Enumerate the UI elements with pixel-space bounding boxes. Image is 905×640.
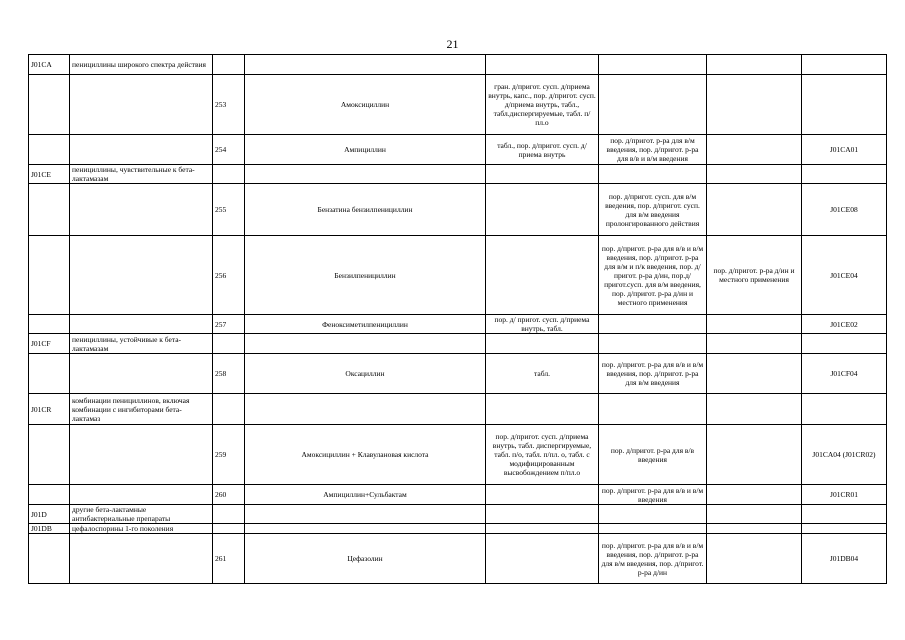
group-name-cell [70, 425, 213, 485]
group-name-cell: другие бета-лактамные антибактериальные препараты [70, 505, 213, 524]
group-row [29, 505, 887, 524]
atc-code-cell [802, 505, 887, 524]
atc-code-cell: J01CE04 [802, 236, 887, 315]
table-body [29, 55, 887, 584]
group-name-cell [70, 135, 213, 165]
item-number-cell [213, 524, 245, 534]
atc-group-code-cell [29, 354, 70, 394]
dosage-form-oral-cell [486, 236, 599, 315]
dosage-form-other-cell [707, 425, 802, 485]
group-name-cell [70, 315, 213, 334]
atc-group-code-cell: J01CR [29, 394, 70, 425]
page-number: 21 [446, 37, 459, 51]
group-name-cell [70, 236, 213, 315]
table-row [29, 425, 887, 485]
dosage-form-oral-cell: гран. д/пригот. сусп. д/приема внутрь, капс., пор. д/пригот. сусп. д/приема внутрь, табл., табл.диспергируемые, табл. п/пл.о [486, 75, 599, 135]
table-row [29, 135, 887, 165]
dosage-form-injection-cell [599, 524, 707, 534]
item-number-cell: 257 [213, 315, 245, 334]
item-number-cell [213, 165, 245, 184]
atc-group-code-cell [29, 425, 70, 485]
atc-code-cell: J01DB04 [802, 534, 887, 584]
dosage-form-injection-cell [599, 315, 707, 334]
atc-code-cell [802, 394, 887, 425]
atc-code-cell [802, 334, 887, 354]
dosage-form-injection-cell: пор. д/пригот. сусп. для в/м введения, пор. д/пригот. сусп. для в/м введения пролонгированного действия [599, 184, 707, 236]
atc-group-code-cell: J01DB [29, 524, 70, 534]
dosage-form-oral-cell: табл. [486, 354, 599, 394]
atc-group-code-cell: J01CE [29, 165, 70, 184]
dosage-form-injection-cell: пор. д/пригот. р-ра для в/в и в/м введения [599, 485, 707, 505]
group-row [29, 334, 887, 354]
atc-group-code-cell [29, 135, 70, 165]
atc-code-cell: J01CR01 [802, 485, 887, 505]
atc-code-cell: J01CA04 (J01CR02) [802, 425, 887, 485]
item-number-cell [213, 505, 245, 524]
drug-name-cell [245, 334, 486, 354]
drug-name-cell: Оксациллин [245, 354, 486, 394]
dosage-form-injection-cell: пор. д/пригот. р-ра для в/в введения [599, 425, 707, 485]
dosage-form-injection-cell [599, 394, 707, 425]
atc-group-code-cell [29, 236, 70, 315]
item-number-cell: 254 [213, 135, 245, 165]
group-name-cell: пенициллины, устойчивые к бета-лактамазам [70, 334, 213, 354]
item-number-cell [213, 394, 245, 425]
drug-name-cell [245, 394, 486, 425]
dosage-form-oral-cell [486, 534, 599, 584]
dosage-form-other-cell [707, 184, 802, 236]
group-row [29, 165, 887, 184]
dosage-form-other-cell [707, 534, 802, 584]
table-row [29, 184, 887, 236]
dosage-form-injection-cell [599, 55, 707, 75]
dosage-form-oral-cell [486, 165, 599, 184]
atc-code-cell [802, 55, 887, 75]
drug-list-table [28, 54, 887, 584]
dosage-form-other-cell [707, 55, 802, 75]
atc-group-code-cell: J01CA [29, 55, 70, 75]
dosage-form-other-cell [707, 505, 802, 524]
drug-name-cell [245, 524, 486, 534]
dosage-form-oral-cell [486, 394, 599, 425]
item-number-cell [213, 55, 245, 75]
drug-name-cell: Амоксициллин [245, 75, 486, 135]
group-name-cell [70, 75, 213, 135]
atc-group-code-cell: J01D [29, 505, 70, 524]
group-row [29, 524, 887, 534]
item-number-cell: 260 [213, 485, 245, 505]
atc-group-code-cell [29, 315, 70, 334]
dosage-form-other-cell [707, 485, 802, 505]
dosage-form-oral-cell [486, 505, 599, 524]
atc-code-cell [802, 524, 887, 534]
dosage-form-oral-cell: табл., пор. д/пригот. сусп. д/приема внутрь [486, 135, 599, 165]
dosage-form-injection-cell [599, 165, 707, 184]
dosage-form-oral-cell: пор. д/пригот. сусп. д/приема внутрь, табл. диспергируемые, табл. п/о, табл. п/пл. о, табл. с модифицированным высвобождением п/пл.о [486, 425, 599, 485]
group-name-cell [70, 184, 213, 236]
drug-name-cell: Бензатина бензилпенициллин [245, 184, 486, 236]
atc-code-cell: J01CE08 [802, 184, 887, 236]
group-name-cell: цефалоспорины 1-го поколения [70, 524, 213, 534]
atc-group-code-cell: J01CF [29, 334, 70, 354]
drug-name-cell: Феноксиметилпенициллин [245, 315, 486, 334]
dosage-form-other-cell [707, 524, 802, 534]
dosage-form-injection-cell: пор. д/пригот. р-ра для в/в и в/м введения, пор. д/пригот. р-ра для в/м и п/к введения, пор. д/пригот. р-ра д/ин, пор.д/пригот.сусп. для в/м введения, пор. д/пригот. р-ра д/ин и местного применения [599, 236, 707, 315]
atc-code-cell: J01CF04 [802, 354, 887, 394]
table-row [29, 315, 887, 334]
item-number-cell: 258 [213, 354, 245, 394]
group-row [29, 394, 887, 425]
dosage-form-other-cell: пор. д/пригот. р-ра д/ин и местного применения [707, 236, 802, 315]
atc-group-code-cell [29, 184, 70, 236]
group-name-cell: пенициллины широкого спектра действия [70, 55, 213, 75]
dosage-form-other-cell [707, 165, 802, 184]
dosage-form-oral-cell [486, 485, 599, 505]
atc-code-cell: J01CA01 [802, 135, 887, 165]
dosage-form-other-cell [707, 334, 802, 354]
dosage-form-other-cell [707, 135, 802, 165]
item-number-cell [213, 334, 245, 354]
atc-code-cell [802, 165, 887, 184]
group-row [29, 55, 887, 75]
dosage-form-injection-cell: пор. д/пригот. р-ра для в/м введения, пор. д/пригот. р-ра для в/в и в/м введения [599, 135, 707, 165]
atc-code-cell: J01CE02 [802, 315, 887, 334]
drug-name-cell: Ампициллин+Сульбактам [245, 485, 486, 505]
group-name-cell [70, 534, 213, 584]
drug-name-cell [245, 165, 486, 184]
item-number-cell: 253 [213, 75, 245, 135]
dosage-form-oral-cell [486, 524, 599, 534]
table-row [29, 354, 887, 394]
table-row [29, 75, 887, 135]
group-name-cell [70, 354, 213, 394]
atc-group-code-cell [29, 485, 70, 505]
dosage-form-oral-cell: пор. д/ пригот. сусп. д/приема внутрь, табл. [486, 315, 599, 334]
dosage-form-oral-cell [486, 334, 599, 354]
drug-name-cell [245, 55, 486, 75]
drug-name-cell [245, 505, 486, 524]
table-row [29, 485, 887, 505]
item-number-cell: 255 [213, 184, 245, 236]
dosage-form-other-cell [707, 315, 802, 334]
group-name-cell: комбинации пенициллинов, включая комбинации с ингибиторами бета-лактамаз [70, 394, 213, 425]
group-name-cell [70, 485, 213, 505]
dosage-form-oral-cell [486, 184, 599, 236]
dosage-form-injection-cell: пор. д/пригот. р-ра для в/в и в/м введения, пор. д/пригот. р-ра для в/м введения [599, 354, 707, 394]
dosage-form-injection-cell: пор. д/пригот. р-ра для в/в и в/м введения, пор. д/пригот. р-ра для в/м введения, пор. д/пригот. р-ра д/ин [599, 534, 707, 584]
atc-group-code-cell [29, 534, 70, 584]
item-number-cell: 256 [213, 236, 245, 315]
dosage-form-injection-cell [599, 505, 707, 524]
table-row [29, 236, 887, 315]
atc-code-cell [802, 75, 887, 135]
item-number-cell: 261 [213, 534, 245, 584]
dosage-form-injection-cell [599, 75, 707, 135]
atc-group-code-cell [29, 75, 70, 135]
group-name-cell: пенициллины, чувствительные к бета-лактамазам [70, 165, 213, 184]
item-number-cell: 259 [213, 425, 245, 485]
table-row [29, 534, 887, 584]
dosage-form-oral-cell [486, 55, 599, 75]
dosage-form-other-cell [707, 394, 802, 425]
drug-name-cell: Цефазолин [245, 534, 486, 584]
drug-name-cell: Ампициллин [245, 135, 486, 165]
drug-name-cell: Бензилпенициллин [245, 236, 486, 315]
dosage-form-injection-cell [599, 334, 707, 354]
dosage-form-other-cell [707, 354, 802, 394]
dosage-form-other-cell [707, 75, 802, 135]
drug-name-cell: Амоксициллин + Клавулановая кислота [245, 425, 486, 485]
